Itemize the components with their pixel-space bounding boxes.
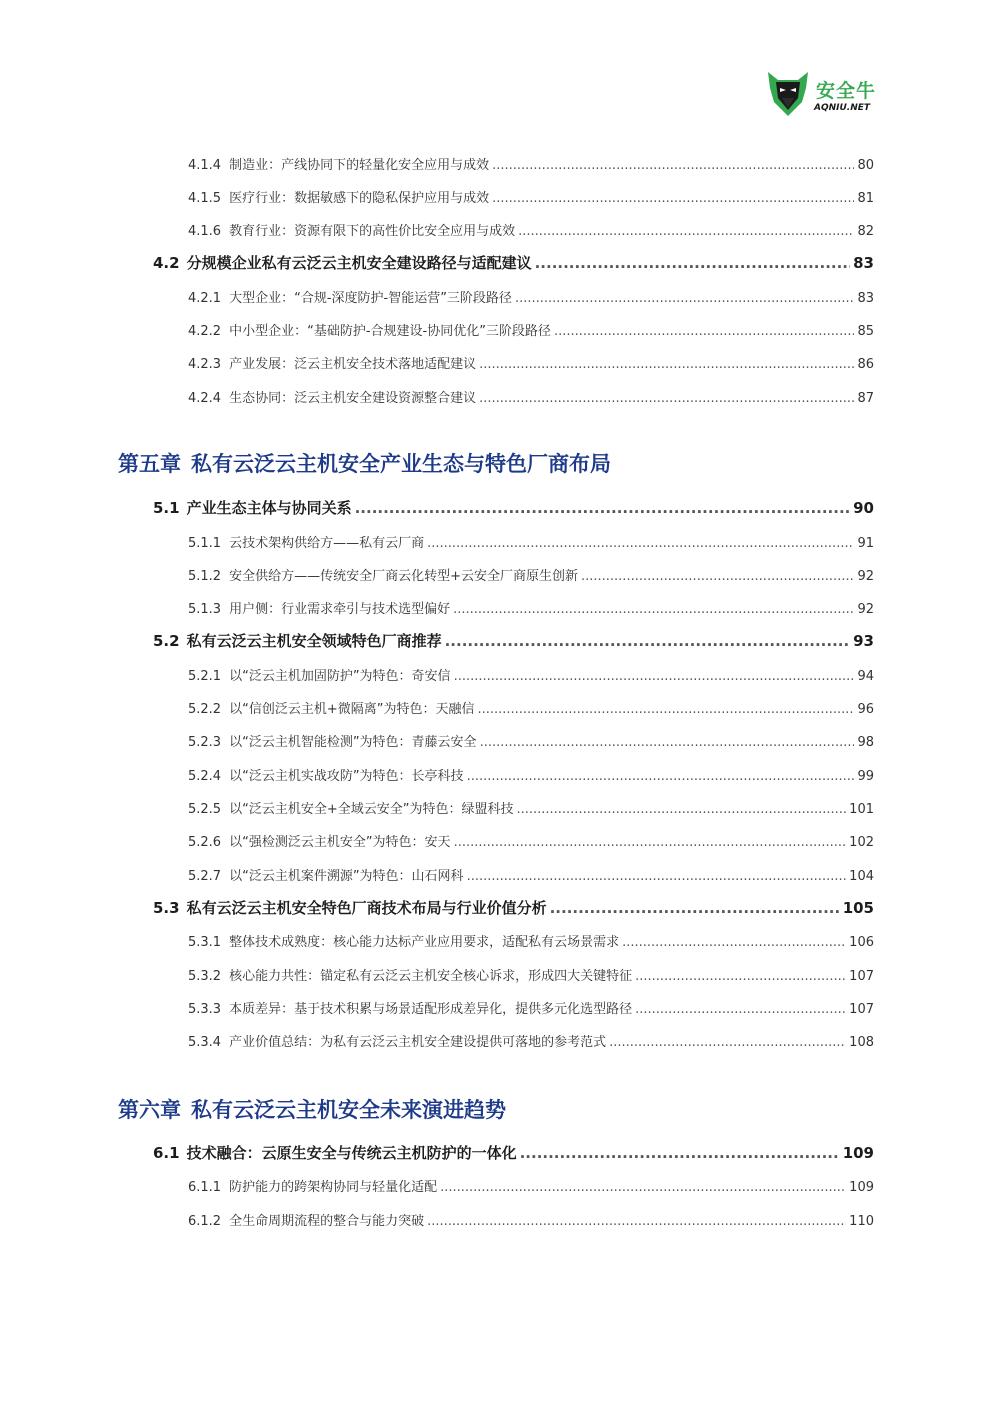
toc-entry-number: 5.3.2 [188, 969, 222, 984]
toc-entry-page: 92 [857, 569, 874, 584]
toc-leader-dots [581, 569, 854, 584]
toc-leader-dots [453, 602, 854, 617]
toc-section-page: 83 [853, 254, 874, 272]
toc-entry[interactable] [188, 387, 874, 406]
toc-leader-dots [516, 802, 846, 817]
toc-entry[interactable] [188, 865, 874, 884]
chapter-heading[interactable] [118, 448, 611, 478]
chapter-title: 私有云泛云主机安全未来演进趋势 [191, 1098, 506, 1122]
toc-entry-page: 104 [849, 869, 874, 884]
toc-entry-number: 5.3.3 [188, 1002, 222, 1017]
toc-section[interactable] [153, 630, 874, 651]
brand-logo [766, 68, 884, 120]
toc-entry-title: 以“泛云主机案件溯源”为特色：山石网科 [229, 869, 464, 884]
toc-entry-number: 4.2.3 [188, 357, 222, 372]
toc-entry-page: 107 [849, 1002, 874, 1017]
toc-leader-dots [479, 391, 854, 406]
toc-section-page: 90 [853, 499, 874, 517]
toc-entry-title: 大型企业：“合规-深度防护-智能运营”三阶段路径 [229, 291, 512, 306]
toc-entry-page: 96 [857, 702, 874, 717]
toc-leader-dots [518, 224, 854, 239]
toc-leader-dots [492, 158, 854, 173]
toc-entry-title: 云技术架构供给方——私有云厂商 [229, 536, 425, 551]
toc-entry-title: 教育行业：资源有限下的高性价比安全应用与成效 [229, 224, 516, 239]
toc-leader-dots [477, 702, 854, 717]
toc-section[interactable] [153, 497, 874, 518]
toc-entry[interactable] [188, 287, 874, 306]
toc-entry-title: 用户侧：行业需求牵引与技术选型偏好 [229, 602, 451, 617]
toc-leader-dots [554, 324, 855, 339]
toc-entry[interactable] [188, 698, 874, 717]
toc-entry-number: 4.2.1 [188, 291, 222, 306]
toc-entry-title: 以“泛云主机安全+全域云安全”为特色：绿盟科技 [229, 802, 514, 817]
toc-entry-title: 产业价值总结：为私有云泛云主机安全建设提供可落地的参考范式 [229, 1035, 607, 1050]
toc-leader-dots [445, 632, 851, 650]
toc-entry[interactable] [188, 1031, 874, 1050]
toc-entry-page: 83 [857, 291, 874, 306]
toc-entry-number: 5.2.2 [188, 702, 222, 717]
toc-section[interactable] [153, 252, 874, 273]
toc-entry-number: 5.1.2 [188, 569, 222, 584]
toc-entry-number: 5.2.1 [188, 669, 222, 684]
toc-entry[interactable] [188, 220, 874, 239]
toc-section-title: 私有云泛云主机安全特色厂商技术布局与行业价值分析 [186, 899, 547, 917]
toc-leader-dots [427, 1214, 846, 1229]
toc-entry-page: 110 [849, 1214, 874, 1229]
toc-entry[interactable] [188, 598, 874, 617]
toc-section-number: 5.1 [153, 499, 180, 517]
toc-leader-dots [454, 835, 847, 850]
toc-entry-page: 85 [857, 324, 874, 339]
toc-leader-dots [535, 254, 851, 272]
chapter-number: 第六章 [118, 1098, 181, 1122]
toc-entry[interactable] [188, 831, 874, 850]
toc-entry-title: 以“泛云主机实战攻防”为特色：长亭科技 [229, 769, 464, 784]
toc-entry-title: 安全供给方——传统安全厂商云化转型+云安全厂商原生创新 [229, 569, 578, 584]
toc-leader-dots [520, 1144, 840, 1162]
toc-entry-page: 92 [857, 602, 874, 617]
toc-entry-number: 6.1.1 [188, 1180, 222, 1195]
toc-entry-title: 产业发展：泛云主机安全技术落地适配建议 [229, 357, 477, 372]
toc-entry[interactable] [188, 320, 874, 339]
toc-leader-dots [479, 357, 854, 372]
toc-entry-title: 全生命周期流程的整合与能力突破 [229, 1214, 425, 1229]
toc-entry-title: 生态协同：泛云主机安全建设资源整合建议 [229, 391, 477, 406]
toc-section-page: 105 [842, 899, 874, 917]
toc-entry-page: 94 [857, 669, 874, 684]
toc-entry-page: 86 [857, 357, 874, 372]
toc-entry-page: 106 [849, 935, 874, 950]
toc-entry-page: 107 [849, 969, 874, 984]
toc-leader-dots [609, 1035, 846, 1050]
toc-entry[interactable] [188, 965, 874, 984]
toc-entry-number: 5.1.1 [188, 536, 222, 551]
toc-entry-title: 中小型企业：“基础防护-合规建设-协同优化”三阶段路径 [229, 324, 551, 339]
toc-entry-number: 5.3.4 [188, 1035, 222, 1050]
toc-entry[interactable] [188, 532, 874, 551]
toc-entry-page: 109 [849, 1180, 874, 1195]
chapter-heading[interactable] [118, 1094, 506, 1124]
toc-entry-number: 5.3.1 [188, 935, 222, 950]
toc-entry-title: 以“泛云主机智能检测”为特色：青藤云安全 [229, 735, 477, 750]
toc-leader-dots [427, 536, 854, 551]
chapter-number: 第五章 [118, 452, 181, 476]
toc-section-title: 产业生态主体与协同关系 [186, 499, 352, 517]
toc-entry-title: 防护能力的跨架构协同与轻量化适配 [229, 1180, 438, 1195]
toc-entry[interactable] [188, 731, 874, 750]
toc-section-page: 93 [853, 632, 874, 650]
toc-entry-page: 82 [857, 224, 874, 239]
toc-leader-dots [355, 499, 851, 517]
toc-entry[interactable] [188, 931, 874, 950]
toc-entry-number: 5.2.7 [188, 869, 222, 884]
toc-entry-title: 本质差异：基于技术积累与场景适配形成差异化，提供多元化选型路径 [229, 1002, 633, 1017]
toc-section[interactable] [153, 1142, 874, 1163]
toc-entry-page: 99 [857, 769, 874, 784]
toc-entry-page: 101 [849, 802, 874, 817]
toc-section-title: 私有云泛云主机安全领域特色厂商推荐 [186, 632, 442, 650]
toc-entry[interactable] [188, 998, 874, 1017]
toc-entry-number: 4.1.5 [188, 191, 222, 206]
toc-section-number: 5.3 [153, 899, 180, 917]
toc-section-number: 6.1 [153, 1144, 180, 1162]
toc-entry-title: 以“泛云主机加固防护”为特色：奇安信 [229, 669, 451, 684]
toc-leader-dots [635, 969, 846, 984]
toc-leader-dots [622, 935, 846, 950]
toc-leader-dots [467, 869, 847, 884]
toc-entry[interactable] [188, 665, 874, 684]
toc-entry[interactable] [188, 154, 874, 173]
chapter-title: 私有云泛云主机安全产业生态与特色厂商布局 [191, 452, 611, 476]
toc-entry[interactable] [188, 565, 874, 584]
logo-subtitle: AQNIU.NET [814, 103, 871, 113]
toc-entry-page: 91 [857, 536, 874, 551]
toc-entry-number: 5.2.3 [188, 735, 222, 750]
toc-entry[interactable] [188, 1176, 874, 1195]
toc-entry-number: 4.1.4 [188, 158, 222, 173]
toc-entry-page: 98 [857, 735, 874, 750]
toc-entry[interactable] [188, 353, 874, 372]
toc-entry-title: 以“信创泛云主机+微隔离”为特色：天融信 [229, 702, 475, 717]
toc-leader-dots [440, 1180, 846, 1195]
toc-entry[interactable] [188, 765, 874, 784]
toc-entry-page: 108 [849, 1035, 874, 1050]
toc-entry-number: 5.1.3 [188, 602, 222, 617]
toc-leader-dots [480, 735, 855, 750]
toc-entry-page: 102 [849, 835, 874, 850]
toc-entry-number: 5.2.4 [188, 769, 222, 784]
toc-leader-dots [467, 769, 855, 784]
toc-entry-title: 制造业：产线协同下的轻量化安全应用与成效 [229, 158, 490, 173]
logo-name: 安全牛 [816, 80, 877, 102]
toc-leader-dots [515, 291, 855, 306]
toc-section[interactable] [153, 897, 874, 918]
toc-entry-number: 4.2.2 [188, 324, 222, 339]
toc-leader-dots [635, 1002, 846, 1017]
toc-section-number: 4.2 [153, 254, 180, 272]
toc-entry[interactable] [188, 1210, 874, 1229]
toc-entry-number: 5.2.5 [188, 802, 222, 817]
toc-entry-title: 医疗行业：数据敏感下的隐私保护应用与成效 [229, 191, 490, 206]
toc-section-title: 分规模企业私有云泛云主机安全建设路径与适配建议 [186, 254, 532, 272]
toc-section-title: 技术融合：云原生安全与传统云主机防护的一体化 [186, 1144, 517, 1162]
toc-leader-dots [454, 669, 855, 684]
toc-entry-number: 6.1.2 [188, 1214, 222, 1229]
toc-entry-title: 以“强检测泛云主机安全”为特色：安天 [229, 835, 451, 850]
toc-entry[interactable] [188, 798, 874, 817]
toc-leader-dots [492, 191, 854, 206]
toc-section-page: 109 [842, 1144, 874, 1162]
bull-head-icon [766, 68, 810, 118]
toc-entry[interactable] [188, 187, 874, 206]
toc-entry-title: 核心能力共性：锚定私有云泛云主机安全核心诉求，形成四大关键特征 [229, 969, 633, 984]
toc-entry-number: 4.1.6 [188, 224, 222, 239]
toc-entry-number: 4.2.4 [188, 391, 222, 406]
toc-entry-page: 87 [857, 391, 874, 406]
toc-leader-dots [550, 899, 840, 917]
toc-entry-number: 5.2.6 [188, 835, 222, 850]
toc-entry-title: 整体技术成熟度：核心能力达标产业应用要求，适配私有云场景需求 [229, 935, 620, 950]
toc-entry-page: 81 [857, 191, 874, 206]
toc-entry-page: 80 [857, 158, 874, 173]
toc-section-number: 5.2 [153, 632, 180, 650]
